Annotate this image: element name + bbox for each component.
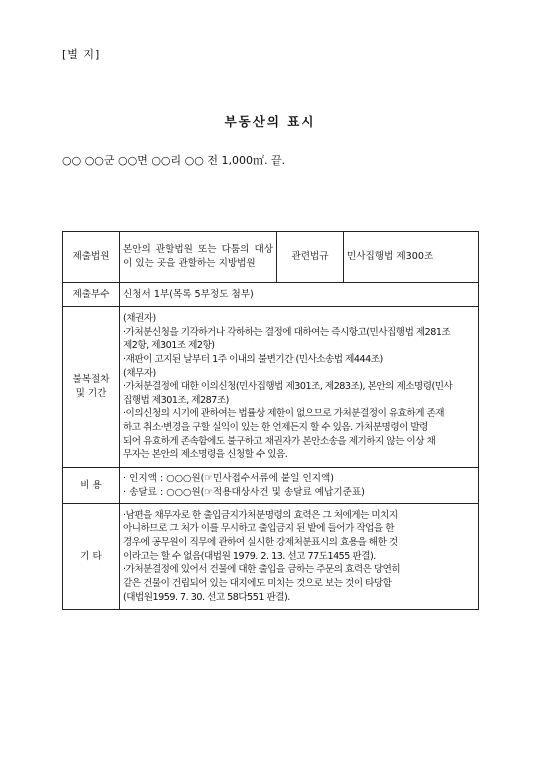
appeal-label [63, 307, 120, 468]
appeal-line: 되어 유효하게 존속함에도 불구하고 채권자가 본안소송을 제기하지 않는 이상 채 [123, 435, 436, 447]
law-label: 관련법규 [277, 232, 344, 283]
appeal-line: (채무자) [123, 367, 156, 379]
property-address: ○○ ○○군 ○○면 ○○리 ○○ 전 1,000㎡. 끝. [62, 154, 286, 167]
attachment-label: [별 지] [62, 48, 101, 61]
appeal-line: ·이의신청의 시기에 관하여는 법률상 제한이 없으므로 가처분결정이 유효하게 존재 [123, 408, 445, 420]
etc-line: (대법원1959. 7. 30. 선고 58다551 판결). [123, 591, 290, 603]
etc-line: ·가처분결정에 있어서 건물에 대한 출입을 금하는 주문의 효력은 당연히 [123, 564, 401, 576]
etc-line: 이라고는 할 수 없음(대법원 1979. 2. 13. 선고 77도1455 판결). [123, 550, 376, 562]
appeal-line: ·가처분신청을 기각하거나 각하하는 결정에 대하여는 즉시항고(민사집행법 제281조 [123, 326, 451, 338]
appeal-line: 무자는 본안의 제소명령을 신청할 수 있음. [123, 449, 288, 461]
etc-row [63, 504, 479, 610]
appeal-label-line2: 및 기간 [75, 388, 107, 399]
copies-value: 신청서 1부(목록 5부정도 첨부) [120, 283, 479, 307]
page-title: 부동산의 표시 [224, 114, 316, 129]
appeal-line: 하고 취소·변경을 구할 실익이 있는 한 언제든지 할 수 있음. 가처분명령이 발령 [123, 422, 428, 434]
court-value: 본안의 관할법원 또는 다툼의 대상이 있는 곳을 관할하는 지방법원 [120, 232, 277, 283]
cost-line: · 인지액 : ○○○원(☞민사접수서류에 붙일 인지액) [123, 472, 335, 484]
cost-value [120, 468, 479, 504]
appeal-row [63, 307, 479, 468]
appeal-label-line1: 불복절차 [72, 374, 110, 386]
appeal-value [120, 307, 479, 468]
etc-line: ·남편을 채무자로 한 출입금지가처분명령의 효력은 그 처에게는 미치지 [123, 509, 398, 521]
court-row [63, 232, 479, 283]
etc-line: 아니하므로 그 처가 이를 무시하고 출입금지 된 밭에 들어가 작업을 한 [123, 523, 394, 535]
appeal-line: 집행법 제301조, 제287조) [123, 394, 229, 406]
cost-line: · 송달료 : ○○○원(☞적용대상사건 및 송달료 예납기준표) [123, 486, 365, 498]
appeal-line: (채권자) [123, 313, 156, 325]
cost-label: 비 용 [63, 468, 120, 504]
etc-label: 기 타 [63, 504, 120, 610]
copies-label: 제출부수 [63, 283, 120, 307]
cost-row [63, 468, 479, 504]
etc-line: 같은 건물이 건립되어 있는 대지에도 미치는 것으로 보는 것이 타당함 [123, 577, 392, 589]
law-value: 민사집행법 제300조 [344, 232, 479, 283]
appeal-line: ·가처분결정에 대한 이의신청(민사집행법 제301조, 제283조), 본안의 제소명령(민사 [123, 381, 453, 393]
etc-line: 경우에 공무원이 직무에 관하여 실시한 강제처분표시의 효용을 해한 것 [123, 537, 398, 549]
copies-row [63, 283, 479, 307]
appeal-line: ·재판이 고지된 날부터 1주 이내의 불변기간 (민사소송법 제444조) [123, 353, 383, 365]
court-label: 제출법원 [63, 232, 120, 283]
appeal-line: 제2항, 제301조 제2항) [123, 340, 215, 352]
etc-value [120, 504, 479, 610]
info-table [62, 231, 479, 610]
